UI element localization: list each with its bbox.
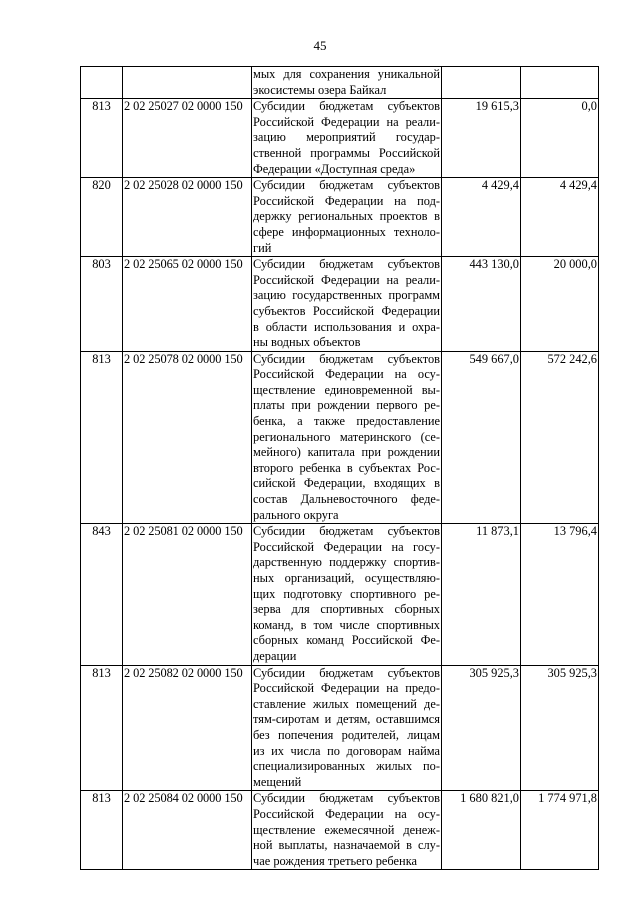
administrator-code-cell: 813 (81, 665, 123, 791)
revenue-description-cell (252, 67, 442, 99)
description-line: щих подготовку спортивного ре- (253, 586, 440, 601)
description-line: ной выплаты, назначаемой в слу- (253, 838, 440, 853)
table-row (81, 99, 599, 178)
amount-year-1-cell: 443 130,0 (442, 257, 521, 352)
budget-classification-code-cell: 2 02 25082 02 0000 150 (123, 665, 252, 791)
table-row (81, 67, 599, 99)
description-line: зацию государственных программ (253, 288, 440, 303)
description-line: без попечения родителей, лицам (253, 727, 440, 742)
description-line: экосистемы озера Байкал (253, 82, 387, 97)
description-line: зерва для спортивных сборных (253, 602, 440, 617)
amount-year-2-cell: 0,0 (521, 99, 599, 178)
amount-year-2-cell: 20 000,0 (521, 257, 599, 352)
amount-year-2-cell: 1 774 971,8 (521, 791, 599, 870)
description-line: сфере информационных техноло- (253, 224, 440, 239)
revenue-description-cell (252, 351, 442, 524)
description-line: мых для сохранения уникальной (253, 67, 440, 81)
description-line: зацию мероприятий государ- (253, 130, 440, 145)
amount-year-1-cell: 305 925,3 (442, 665, 521, 791)
description-line: чае рождения третьего ребенка (253, 853, 418, 868)
administrator-code-cell: 813 (81, 351, 123, 524)
description-line: Субсидии бюджетам субъектов (253, 665, 440, 680)
description-line: держку региональных проектов в (253, 209, 440, 224)
description-line: Субсидии бюджетам субъектов (253, 791, 440, 806)
description-line: Субсидии бюджетам субъектов (253, 178, 440, 193)
revenue-description-cell (252, 178, 442, 257)
table-body (81, 67, 599, 870)
budget-classification-code-cell: 2 02 25081 02 0000 150 (123, 524, 252, 665)
description-line: из их числа по договорам найма (253, 743, 440, 758)
table-row (81, 791, 599, 870)
administrator-code-cell: 843 (81, 524, 123, 665)
budget-classification-code-cell (123, 67, 252, 99)
administrator-code-cell (81, 67, 123, 99)
description-line: Субсидии бюджетам субъектов (253, 351, 440, 366)
amount-year-2-cell: 305 925,3 (521, 665, 599, 791)
administrator-code-cell: 803 (81, 257, 123, 352)
description-line: гий (253, 240, 272, 255)
description-line: дарственную поддержку спортив- (253, 555, 440, 570)
budget-classification-code-cell: 2 02 25028 02 0000 150 (123, 178, 252, 257)
description-line: ных организаций, осуществляю- (253, 571, 440, 585)
administrator-code-cell: 820 (81, 178, 123, 257)
administrator-code-cell: 813 (81, 791, 123, 870)
amount-year-2-cell: 13 796,4 (521, 524, 599, 665)
table-row (81, 665, 599, 791)
description-line: специализированных жилых по- (253, 759, 440, 774)
description-line: мещений (253, 774, 302, 789)
description-line: бенка, а также предоставление (253, 414, 440, 429)
description-line: дерации (253, 648, 297, 663)
revenue-description-cell (252, 665, 442, 791)
table-row (81, 178, 599, 257)
table-row (81, 257, 599, 352)
amount-year-1-cell: 11 873,1 (442, 524, 521, 665)
table-row (81, 524, 599, 665)
revenue-description-cell (252, 791, 442, 870)
description-line: Субсидии бюджетам субъектов (253, 524, 440, 539)
amount-year-2-cell (521, 67, 599, 99)
amount-year-1-cell: 549 667,0 (442, 351, 521, 524)
description-line: сийской Федерации, входящих в (253, 476, 440, 491)
budget-classification-code-cell: 2 02 25084 02 0000 150 (123, 791, 252, 870)
description-line: Российской Федерации на осу- (253, 806, 440, 821)
description-line: Российской Федерации на осу- (253, 367, 440, 382)
amount-year-2-cell: 572 242,6 (521, 351, 599, 524)
description-line: состав Дальневосточного феде- (253, 492, 440, 507)
description-line: ставление жилых помещений де- (253, 696, 440, 711)
amount-year-1-cell: 4 429,4 (442, 178, 521, 257)
description-line: Российской Федерации на предо- (253, 681, 440, 696)
description-line: мейного) капитала при рождении (253, 445, 440, 460)
budget-classification-code-cell: 2 02 25078 02 0000 150 (123, 351, 252, 524)
amount-year-1-cell: 19 615,3 (442, 99, 521, 178)
amount-year-1-cell: 1 680 821,0 (442, 791, 521, 870)
description-line: тям-сиротам и детям, оставшимся (253, 712, 440, 727)
amount-year-1-cell (442, 67, 521, 99)
description-line: Федерации «Доступная среда» (253, 161, 416, 176)
description-line: ственной программы Российской (253, 145, 440, 160)
description-line: платы при рождении первого ре- (253, 398, 440, 413)
description-line: Российской Федерации на госу- (253, 539, 440, 554)
amount-year-2-cell: 4 429,4 (521, 178, 599, 257)
budget-revenue-table (80, 66, 599, 870)
description-line: субъектов Российской Федерации (253, 303, 440, 318)
description-line: ществление ежемесячной денеж- (253, 822, 440, 837)
description-line: Субсидии бюджетам субъектов (253, 257, 440, 272)
description-line: команд, в том числе спортивных (253, 617, 440, 632)
revenue-description-cell (252, 257, 442, 352)
description-line: Российской Федерации на реали- (253, 272, 440, 287)
description-line: Субсидии бюджетам субъектов (253, 99, 440, 114)
revenue-description-cell (252, 99, 442, 178)
description-line: рального округа (253, 507, 339, 522)
description-line: в области использования и охра- (253, 319, 440, 334)
budget-classification-code-cell: 2 02 25027 02 0000 150 (123, 99, 252, 178)
description-line: ны водных объектов (253, 335, 361, 350)
administrator-code-cell: 813 (81, 99, 123, 178)
description-line: второго ребенка в субъектах Рос- (253, 460, 440, 475)
table-row (81, 351, 599, 524)
revenue-description-cell (252, 524, 442, 665)
description-line: регионального материнского (се- (253, 429, 440, 444)
page-number: 45 (313, 38, 327, 53)
description-line: Российской Федерации на под- (253, 193, 440, 208)
description-line: сборных команд Российской Фе- (253, 633, 440, 648)
description-line: ществление единовременной вы- (253, 382, 440, 397)
budget-classification-code-cell: 2 02 25065 02 0000 150 (123, 257, 252, 352)
description-line: Российской Федерации на реали- (253, 114, 440, 129)
